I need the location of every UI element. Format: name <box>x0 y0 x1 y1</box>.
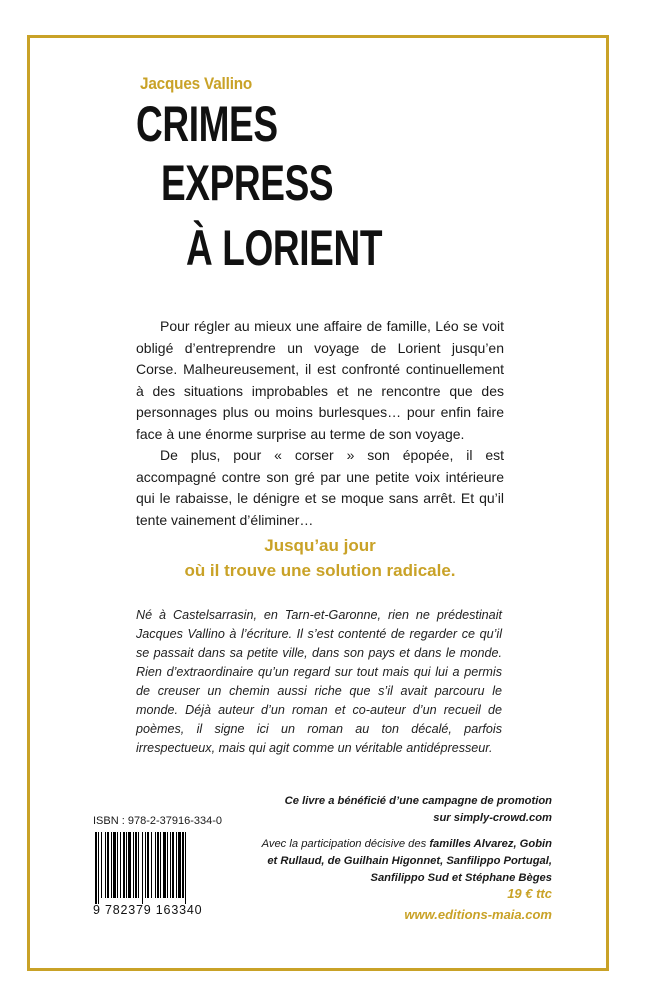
synopsis-paragraph-1: Pour régler au mieux une affaire de famille, Léo se voit obligé d’entreprendre un voyage de Lorient jusqu’en Corse. Malheureusement, il est confronté continuellement à des situations improbables et ne rencontre que des personnages plus ou moins burlesques… pour enfin faire face à une énorme surprise au terme de son voyage. <box>136 318 504 442</box>
tagline <box>136 533 504 583</box>
tagline-line-2: où il trouve une solution radicale. <box>184 561 456 580</box>
author-name: Jacques Vallino <box>140 74 253 93</box>
author-bio: Né à Castelsarrasin, en Tarn-et-Garonne, rien ne prédestinait Jacques Vallino à l’écriture. Il s’est contenté de regarder ce qu’il se passait dans sa petite ville, dans son pays et dans le monde. Rien d’extraordinaire qu’un regard sur tout mais qui lui a permis de creuser un chemin aussi riche que s’il avait parcouru le monde. Déjà auteur d’un roman et co-auteur d’un recueil de poèmes, il signe ici un roman au ton décalé, parfois irrespectueux, mais qui agit comme un véritable antidépresseur. <box>136 608 502 755</box>
synopsis-paragraph-2: De plus, pour « corser » son épopée, il est accompagné contre son gré par une petite voix intérieure qui le rabaisse, le dénigre et se moque sans arrêt. Et qu’il tente vainement d’éliminer… <box>136 447 504 528</box>
barcode-digits: 9 782379 163340 <box>93 903 203 917</box>
participation-names: familles Alvarez, Gobin et Rullaud, de Guilhain Higonnet, Sanfilippo Portugal, Sanfilippo Sud et Stéphane Bèges <box>267 838 552 884</box>
tagline-line-1: Jusqu’au jour <box>264 536 376 555</box>
price-block <box>360 883 552 925</box>
participation-prefix: Avec la participation décisive des <box>261 838 430 850</box>
promo-block <box>260 793 552 887</box>
synopsis <box>136 316 504 531</box>
promo-line-1: Ce livre a bénéficié d’une campagne de promotion <box>284 795 552 807</box>
price: 19 € ttc <box>507 886 552 901</box>
title-line-3: À LORIENT <box>186 220 383 276</box>
title-line-1: CRIMES <box>136 96 278 152</box>
barcode <box>93 832 213 904</box>
publisher-website: www.editions-maia.com <box>404 907 552 922</box>
title-line-2: EXPRESS <box>161 155 334 211</box>
isbn: ISBN : 978-2-37916-334-0 <box>93 815 223 827</box>
promo-line-2: sur simply-crowd.com <box>433 812 552 824</box>
participation <box>260 836 552 887</box>
